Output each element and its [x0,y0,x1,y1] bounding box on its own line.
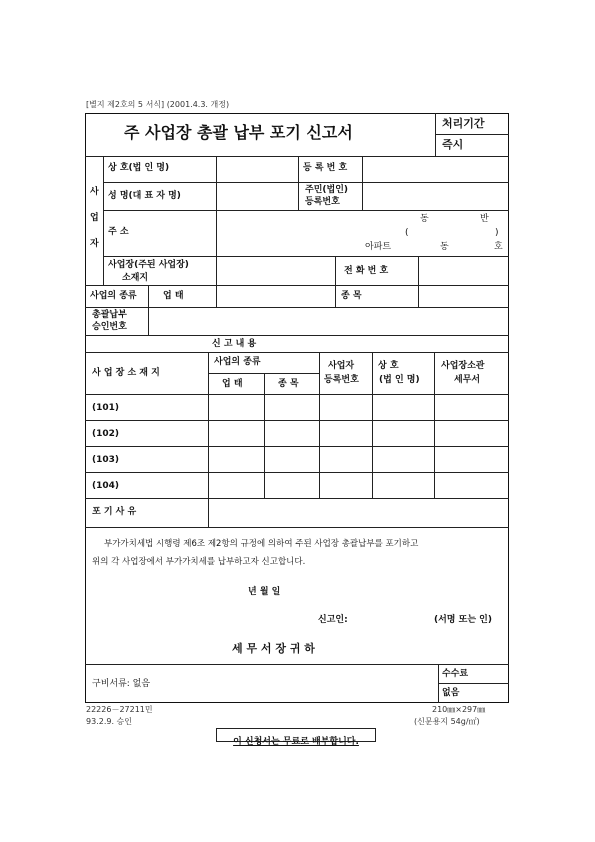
rep-name-label: 성 명(대 표 자 명) [108,191,181,201]
attachments-label: 구비서류: 없음 [92,679,151,689]
reason-label: 포 기 사 유 [92,507,137,517]
processing-period-label: 처리기간 [442,117,485,130]
section-label-applicant-1: 사 [90,187,99,197]
table-row[interactable] [86,447,508,472]
row-label-102: (102) [92,429,120,439]
resident-no-label-1: 주민(법인) [305,185,349,195]
trade-name-field[interactable] [217,157,297,181]
declarant-signature-field[interactable] [352,612,432,628]
col-category-header: 업 태 [222,379,243,389]
col-site-header: 사 업 장 소 재 지 [92,368,160,378]
col-item-header: 종 목 [278,379,299,389]
col-office-header-2: 세무서 [454,375,481,385]
business-item-field[interactable] [419,286,508,306]
fee-value: 없음 [442,688,460,698]
main-site-field[interactable] [217,257,334,284]
section-label-applicant-3: 자 [90,239,99,249]
paper-size: 210㎜×297㎜ [432,705,486,714]
table-row[interactable] [86,473,508,498]
phone-field[interactable] [419,257,508,284]
addr-paren-close: ) [495,228,499,238]
resident-no-label-2: 등록번호 [305,197,340,207]
seal-label: (서명 또는 인) [434,615,492,625]
address-field[interactable] [217,211,508,255]
col-trade-header-1: 상 호 [378,361,399,371]
section-label-applicant-2: 업 [90,213,99,223]
form-reference: [별지 제2호의 5 서식] (2001.4.3. 개정) [86,100,230,109]
addr-dong: 동 [420,214,429,224]
table-row[interactable] [86,395,508,420]
free-distribution-text: 이 신청서는 무료로 배부합니다. [233,737,359,747]
reg-no-label: 등 록 번 호 [303,163,348,173]
phone-label: 전 화 번 호 [344,266,389,276]
col-office-header-1: 사업장소관 [441,361,485,371]
business-type-label: 사업의 종류 [90,291,137,301]
business-category-label: 업 태 [163,291,184,301]
addr-ho: 호 [494,242,503,252]
addr-paren-open: ( [405,228,409,238]
reason-field[interactable] [209,499,508,526]
table-row[interactable] [86,421,508,446]
rep-name-field[interactable] [217,183,297,209]
business-category-field[interactable] [217,286,334,306]
fee-label: 수수료 [442,669,469,679]
col-reg-header-2: 등록번호 [324,375,359,385]
approval-no-field[interactable] [149,308,508,334]
declaration-date: 년 월 일 [248,587,281,597]
approval-no-label-1: 총괄납부 [92,310,127,320]
declarant-label: 신고인: [318,615,348,625]
addr-ban: 반 [480,214,489,224]
declaration-line-1: 부가가치세법 시행령 제6조 제2항의 규정에 의하여 주된 사업장 총괄납부를 포기하고 [104,539,419,549]
col-reg-header-1: 사업자 [328,361,355,371]
report-section-title: 신 고 내 용 [212,339,257,349]
trade-name-label: 상 호(법 인 명) [108,163,170,173]
col-trade-header-2: (법 인 명) [379,375,420,385]
processing-period-value: 즉시 [442,138,464,151]
form-code: 22226－27211민 [86,705,153,714]
declaration-line-2: 위의 각 사업장에서 부가가치세를 납부하고자 신고합니다. [92,557,306,567]
addressee: 세 무 서 장 귀 하 [232,642,315,655]
main-site-label-1: 사업장(주된 사업장) [108,260,189,270]
business-item-label: 종 목 [341,291,362,301]
main-site-label-2: 소재지 [122,273,149,283]
row-label-101: (101) [92,403,120,413]
address-label: 주 소 [108,227,129,237]
free-distribution-notice [216,728,376,747]
addr-dong2: 동 [440,242,449,252]
form-title: 주 사업장 총괄 납부 포기 신고서 [124,123,353,142]
resident-no-field[interactable] [363,183,508,209]
reg-no-field[interactable] [363,157,508,181]
addr-apt: 아파트 [365,242,392,252]
row-label-103: (103) [92,455,120,465]
col-biz-type-header: 사업의 종류 [214,357,261,367]
paper-spec: (신문용지 54g/㎡) [414,717,480,726]
approval-date: 93.2.9. 승인 [86,717,132,726]
row-label-104: (104) [92,481,120,491]
approval-no-label-2: 승인번호 [92,322,127,332]
